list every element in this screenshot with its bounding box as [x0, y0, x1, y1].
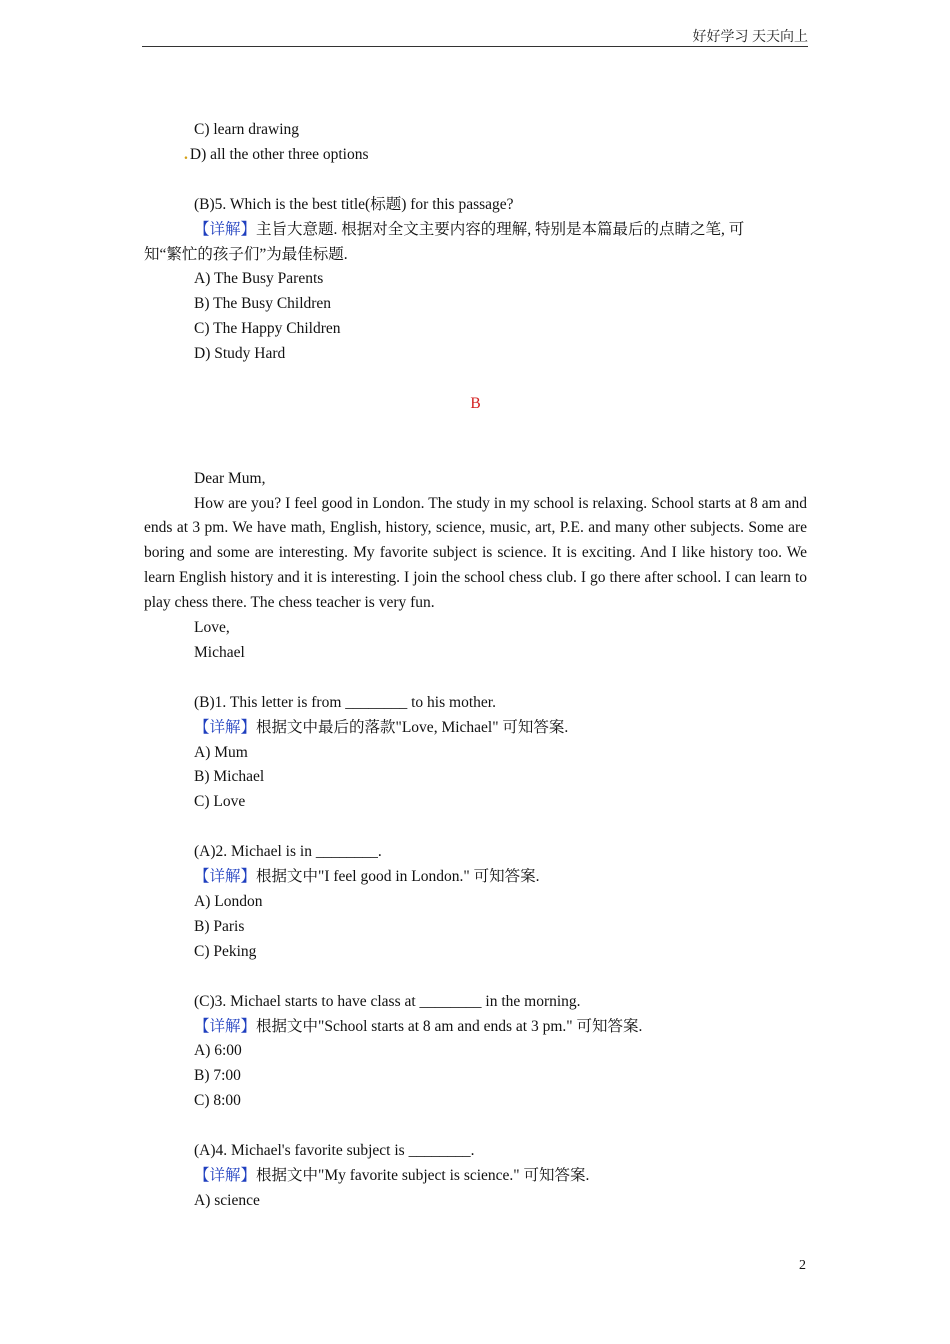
option-line: C) learn drawing [194, 121, 300, 138]
option-line: D) Study Hard [194, 345, 286, 363]
option-line: A) science [194, 1191, 260, 1209]
detail-line: 【详解】根据文中"My favorite subject is science." 可知答案. [194, 1166, 590, 1184]
detail-line: 【详解】主旨大意题. 根据对全文主要内容的理解, 特别是本篇最后的点睛之笔, 可 [194, 220, 745, 238]
option-line: A) 6:00 [194, 1042, 242, 1060]
question-line: (A)2. Michael is in ________. [194, 843, 382, 861]
question-line: (A)4. Michael's favorite subject is ________. [194, 1142, 475, 1160]
page-content [144, 118, 807, 1214]
question-line: (B)5. Which is the best title(标题) for this passage? [194, 195, 514, 213]
header-divider [142, 46, 808, 47]
detail-tag: 【详解】 [194, 1166, 257, 1184]
page-number: 2 [799, 1258, 806, 1273]
detail-tag: 【详解】 [194, 718, 257, 736]
letter-closing: Love, [194, 619, 230, 637]
letter-salutation: Dear Mum, [194, 469, 266, 487]
letter-body: How are you? I feel good in London. The study in my school is relaxing. School starts at 8 am and ends at 3 pm. We have math, English, history, science, music, art, P.E. and many other subjects. Some are boring and some are interesting. My favorite subject is science. It is exciting. And I like history too. We learn English history and it is interesting. I join the school chess club. I go there after school. I can learn to play chess there. The chess teacher is very fun. [144, 494, 807, 612]
detail-tag: 【详解】 [194, 1017, 257, 1035]
detail-tag: 【详解】 [194, 220, 257, 238]
option-line: B) Paris [194, 917, 245, 935]
option-line: . D) all the other three options [184, 145, 369, 163]
option-line: A) The Busy Parents [194, 270, 324, 288]
option-line: C) 8:00 [194, 1092, 241, 1110]
option-line: B) The Busy Children [194, 295, 332, 313]
option-line: A) London [194, 893, 263, 910]
detail-line-continued: 知“繁忙的孩子们”为最佳标题. [144, 245, 348, 263]
detail-tag: 【详解】 [194, 868, 257, 886]
section-label: B [470, 394, 481, 412]
option-line: C) The Happy Children [194, 320, 341, 338]
option-line: C) Love [194, 793, 246, 811]
bullet-dot-icon: . [184, 145, 188, 163]
letter-signature: Michael [194, 643, 245, 661]
question-line: (C)3. Michael starts to have class at ________ in the morning. [194, 992, 581, 1010]
option-line: A) Mum [194, 743, 248, 761]
detail-line: 【详解】根据文中"School starts at 8 am and ends at 3 pm." 可知答案. [194, 1017, 643, 1035]
option-line: B) Michael [194, 768, 265, 786]
detail-line: 【详解】根据文中最后的落款"Love, Michael" 可知答案. [194, 718, 569, 736]
header-motto: 好好学习 天天向上 [692, 30, 808, 45]
detail-line: 【详解】根据文中"I feel good in London." 可知答案. [194, 868, 540, 886]
question-line: (B)1. This letter is from ________ to his mother. [194, 693, 496, 711]
option-line: C) Peking [194, 942, 257, 960]
option-line: B) 7:00 [194, 1067, 241, 1085]
